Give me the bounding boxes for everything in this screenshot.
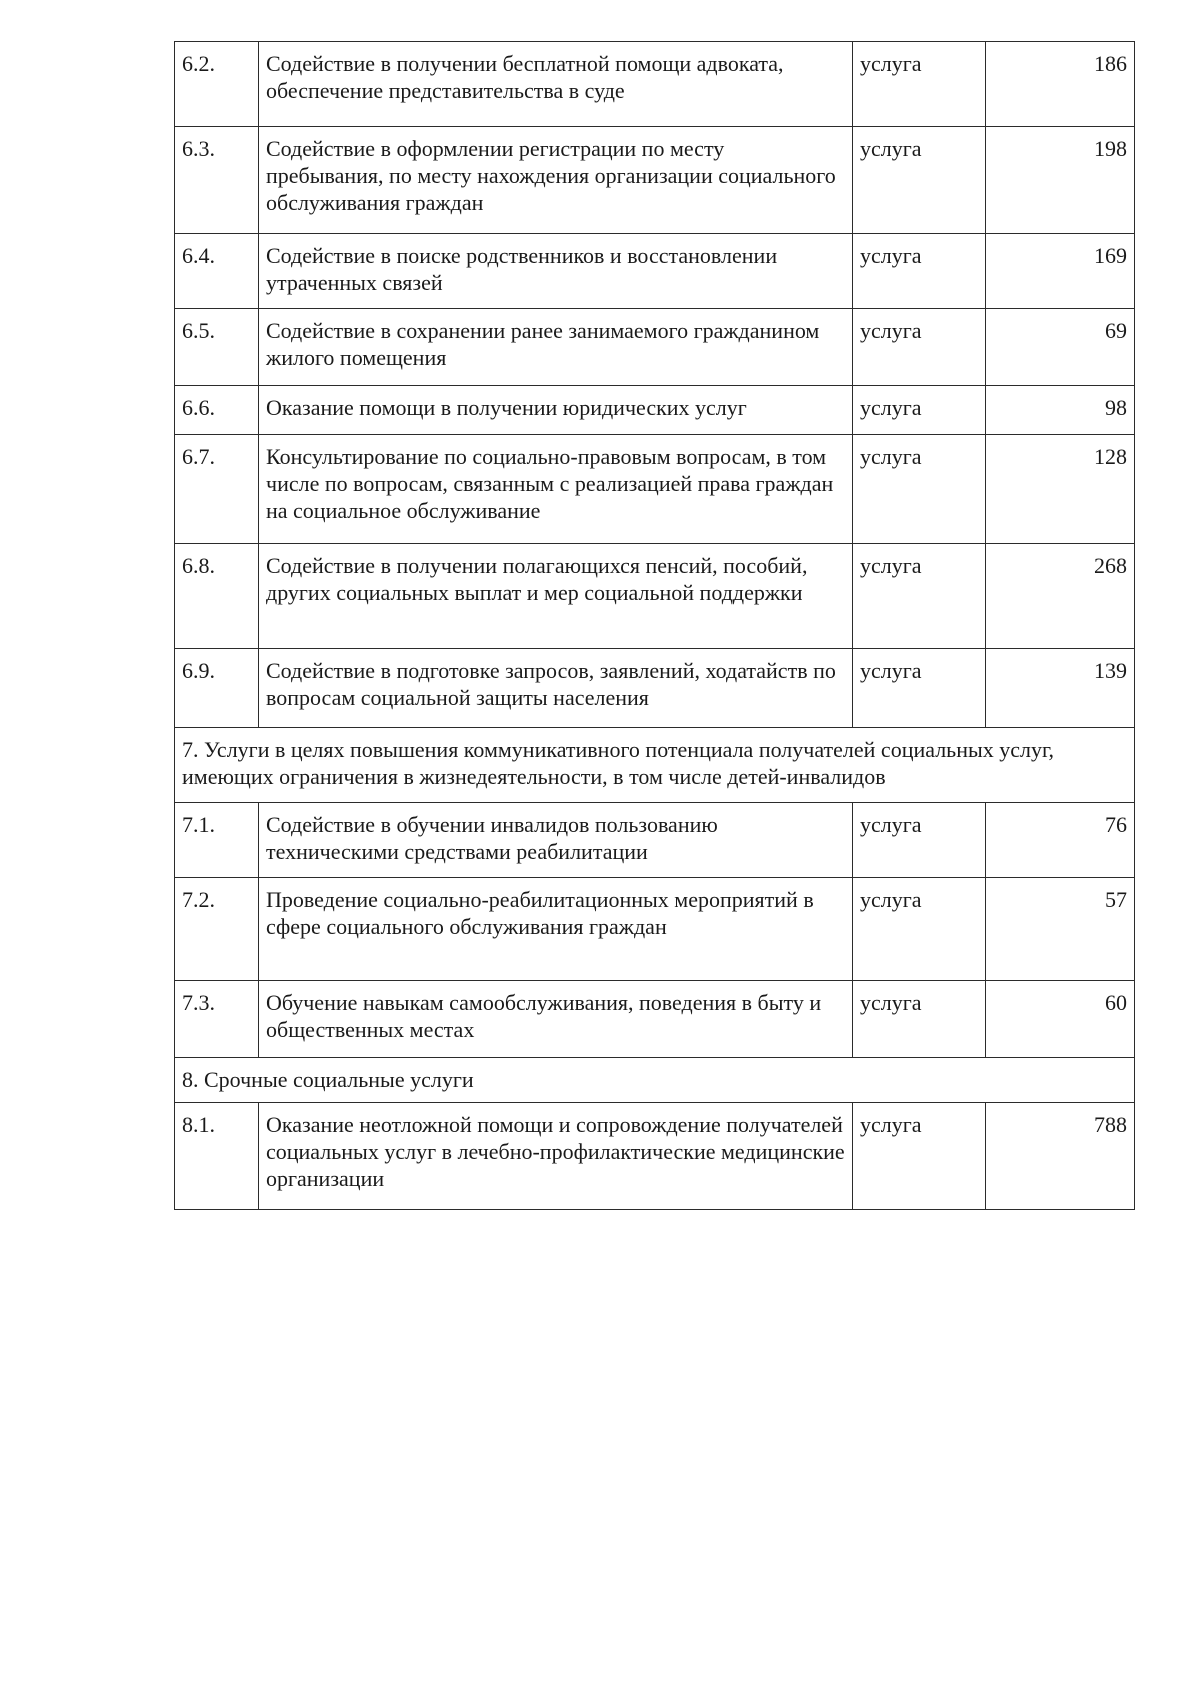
service-unit: услуга [853, 1103, 986, 1210]
service-unit: услуга [853, 544, 986, 649]
service-number: 6.8. [175, 544, 259, 649]
table-row [175, 234, 1135, 309]
service-value: 268 [986, 544, 1135, 649]
section-title: 8. Срочные социальные услуги [175, 1058, 1135, 1103]
service-number: 8.1. [175, 1103, 259, 1210]
service-unit: услуга [853, 127, 986, 234]
service-name: Оказание неотложной помощи и сопровождение получателей социальных услуг в лечебно-профилактические медицинские организации [259, 1103, 853, 1210]
service-unit: услуга [853, 981, 986, 1058]
service-unit: услуга [853, 649, 986, 728]
service-value: 128 [986, 435, 1135, 544]
service-value: 60 [986, 981, 1135, 1058]
services-table [174, 41, 1135, 1210]
service-name: Содействие в поиске родственников и восстановлении утраченных связей [259, 234, 853, 309]
service-value: 788 [986, 1103, 1135, 1210]
service-name: Консультирование по социально-правовым вопросам, в том числе по вопросам, связанным с реализацией права граждан на социальное обслуживание [259, 435, 853, 544]
table-row [175, 544, 1135, 649]
service-value: 98 [986, 386, 1135, 435]
table-row [175, 878, 1135, 981]
service-value: 139 [986, 649, 1135, 728]
section-title: 7. Услуги в целях повышения коммуникативного потенциала получателей социальных услуг, имеющих ограничения в жизнедеятельности, в том числе детей-инвалидов [175, 728, 1135, 803]
service-number: 6.2. [175, 42, 259, 127]
service-number: 6.6. [175, 386, 259, 435]
service-number: 6.9. [175, 649, 259, 728]
service-value: 198 [986, 127, 1135, 234]
service-name: Содействие в получении полагающихся пенсий, пособий, других социальных выплат и мер социальной поддержки [259, 544, 853, 649]
table-row [175, 981, 1135, 1058]
section-header-row [175, 1058, 1135, 1103]
table-row [175, 127, 1135, 234]
service-name: Обучение навыкам самообслуживания, поведения в быту и общественных местах [259, 981, 853, 1058]
service-name: Содействие в получении бесплатной помощи адвоката, обеспечение представительства в суде [259, 42, 853, 127]
table-row [175, 435, 1135, 544]
service-unit: услуга [853, 309, 986, 386]
table-row [175, 803, 1135, 878]
section-header-row [175, 728, 1135, 803]
service-name: Содействие в обучении инвалидов пользованию техническими средствами реабилитации [259, 803, 853, 878]
service-number: 7.1. [175, 803, 259, 878]
service-value: 76 [986, 803, 1135, 878]
service-name: Содействие в подготовке запросов, заявлений, ходатайств по вопросам социальной защиты населения [259, 649, 853, 728]
service-unit: услуга [853, 803, 986, 878]
service-value: 57 [986, 878, 1135, 981]
service-value: 186 [986, 42, 1135, 127]
service-value: 169 [986, 234, 1135, 309]
table-row [175, 649, 1135, 728]
service-number: 7.3. [175, 981, 259, 1058]
service-unit: услуга [853, 435, 986, 544]
service-number: 6.3. [175, 127, 259, 234]
service-unit: услуга [853, 42, 986, 127]
table-row [175, 42, 1135, 127]
service-name: Проведение социально-реабилитационных мероприятий в сфере социального обслуживания граждан [259, 878, 853, 981]
service-unit: услуга [853, 234, 986, 309]
service-unit: услуга [853, 878, 986, 981]
service-unit: услуга [853, 386, 986, 435]
service-number: 6.7. [175, 435, 259, 544]
service-name: Содействие в сохранении ранее занимаемого гражданином жилого помещения [259, 309, 853, 386]
table-row [175, 1103, 1135, 1210]
table-row [175, 309, 1135, 386]
service-value: 69 [986, 309, 1135, 386]
service-name: Содействие в оформлении регистрации по месту пребывания, по месту нахождения организации социального обслуживания граждан [259, 127, 853, 234]
service-number: 6.5. [175, 309, 259, 386]
table-row [175, 386, 1135, 435]
service-number: 6.4. [175, 234, 259, 309]
service-name: Оказание помощи в получении юридических услуг [259, 386, 853, 435]
service-number: 7.2. [175, 878, 259, 981]
